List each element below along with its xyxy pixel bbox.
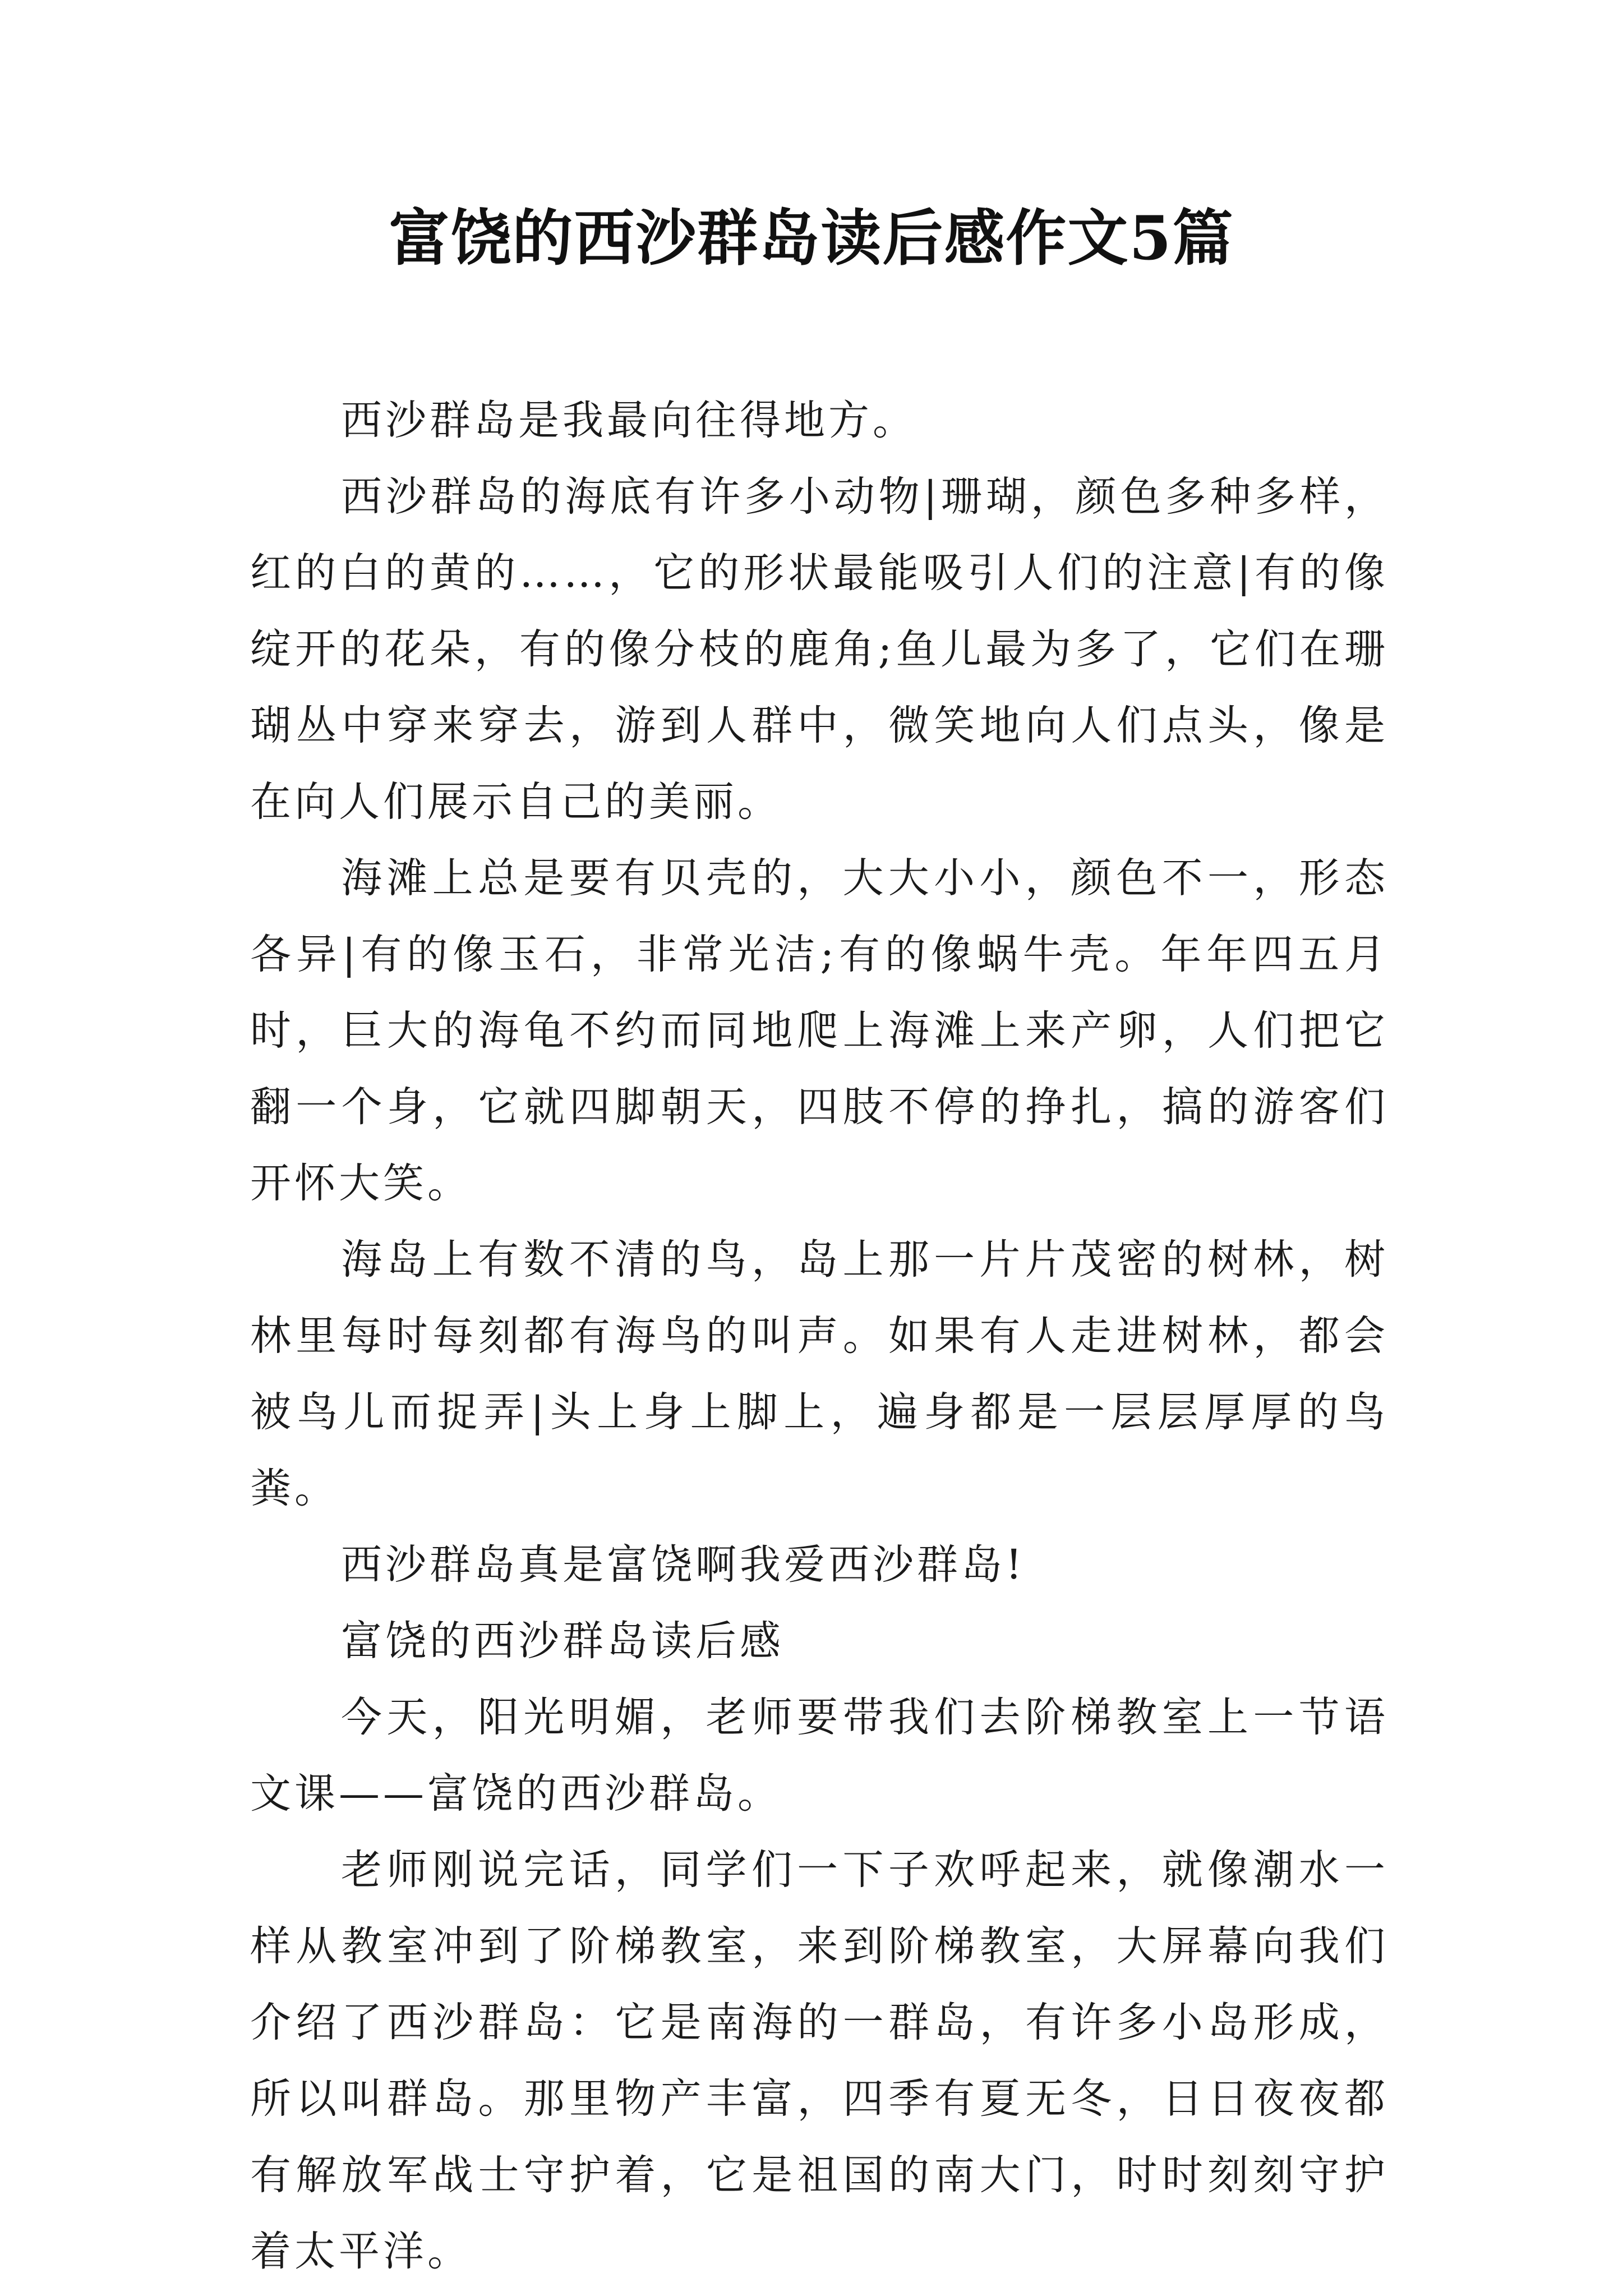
document-title: 富饶的西沙群岛读后感作文5篇	[389, 203, 1234, 274]
paragraph-4: 海岛上有数不清的鸟，岛上那一片片茂密的树林，树林里每时每刻都有海鸟的叫声。如果有人走进树林，都会被鸟儿而捉弄|头上身上脚上，遍身都是一层层厚厚的鸟粪。	[250, 1236, 1389, 1512]
paragraph-2: 西沙群岛的海底有许多小动物|珊瑚，颜色多种多样，红的白的黄的……，它的形状最能吸引人们的注意|有的像绽开的花朵，有的像分枝的鹿角;鱼儿最为多了，它们在珊瑚丛中穿来穿去，游到人群中，微笑地向人们点头，像是在向人们展示自己的美丽。	[250, 473, 1389, 826]
paragraph-3: 海滩上总是要有贝壳的，大大小小，颜色不一，形态各异|有的像玉石，非常光洁;有的像蜗牛壳。年年四五月时，巨大的海龟不约而同地爬上海滩上来产卵，人们把它翻一个身，它就四脚朝天，四肢不停的挣扎，搞的游客们开怀大笑。	[250, 854, 1389, 1207]
paragraph-1: 西沙群岛是我最向往得地方。	[341, 397, 917, 444]
section-heading: 富饶的西沙群岛读后感	[341, 1617, 784, 1665]
document-body	[250, 383, 1389, 2290]
paragraph-5: 西沙群岛真是富饶啊我爱西沙群岛!	[341, 1541, 1026, 1589]
paragraph-6: 今天，阳光明媚，老师要带我们去阶梯教室上一节语文课——富饶的西沙群岛。	[250, 1694, 1389, 1818]
paragraph-7: 老师刚说完话，同学们一下子欢呼起来，就像潮水一样从教室冲到了阶梯教室，来到阶梯教室，大屏幕向我们介绍了西沙群岛：它是南海的一群岛，有许多小岛形成，所以叫群岛。那里物产丰富，四季有夏无冬，日日夜夜都有解放军战士守护着，它是祖国的南大门，时时刻刻守护着太平洋。	[250, 1846, 1389, 2275]
